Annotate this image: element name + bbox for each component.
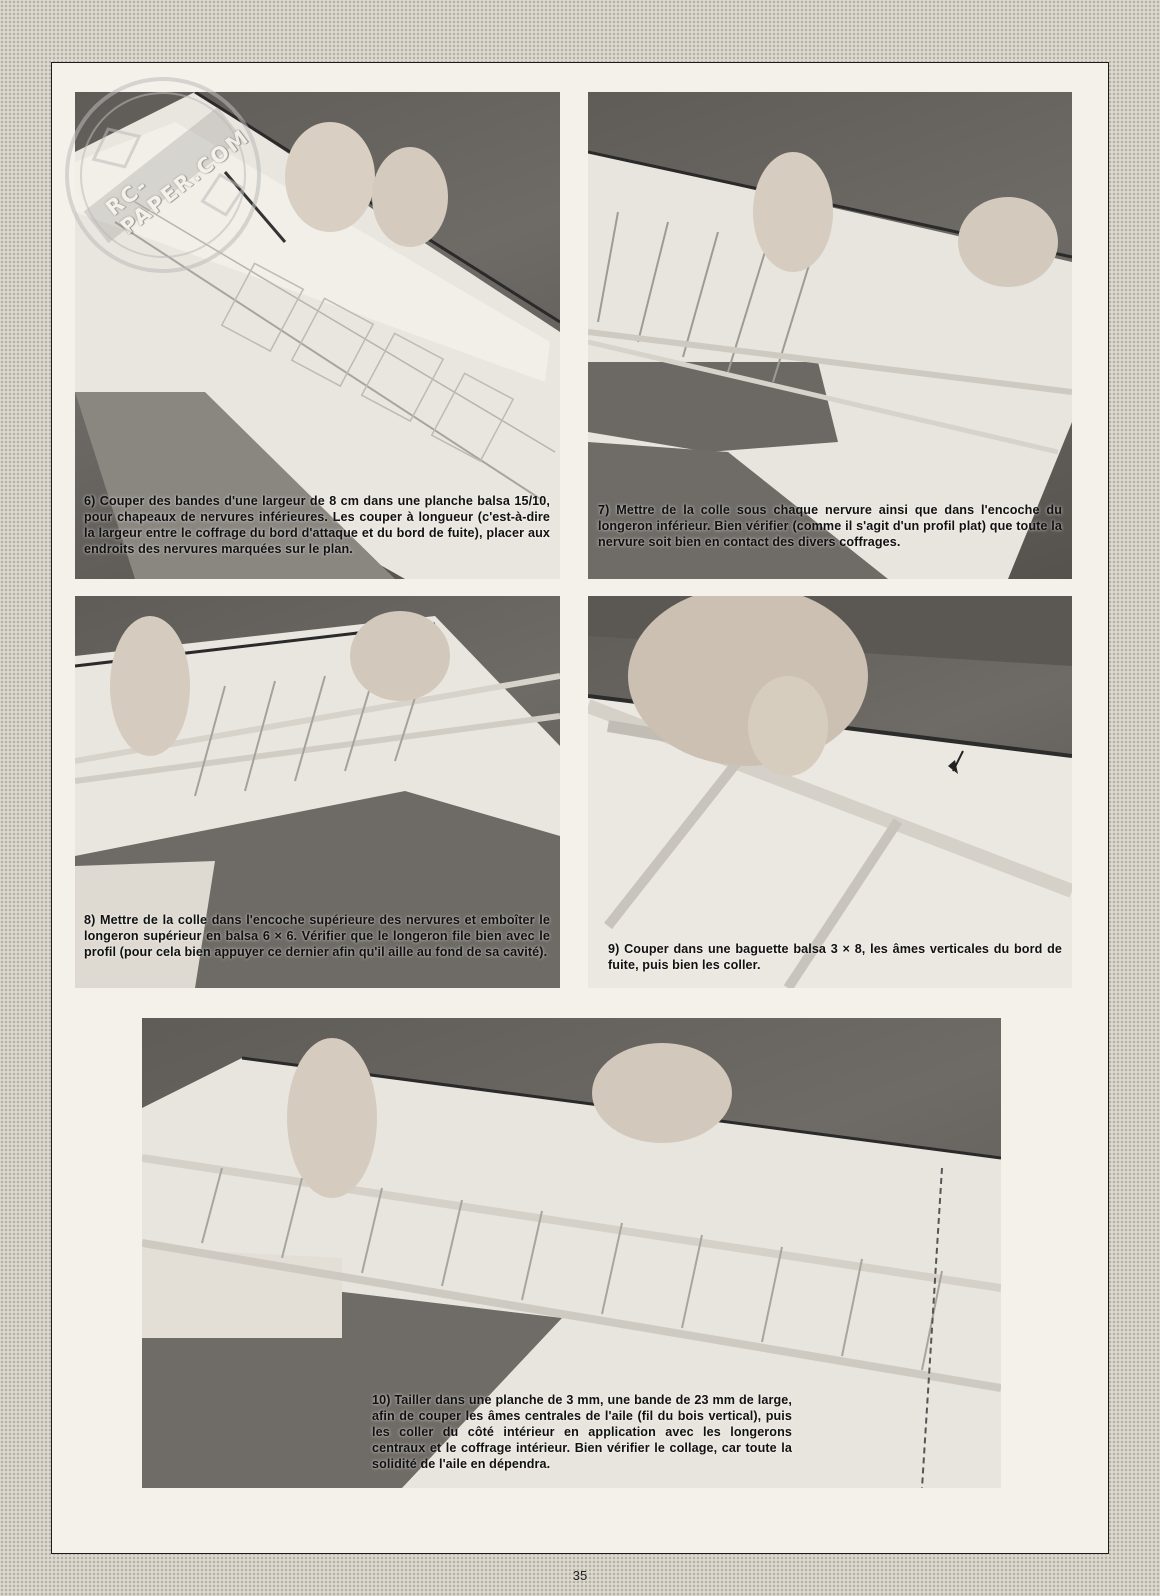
- page-number: 35: [572, 1568, 588, 1583]
- watermark-text: RC-PAPER.COM: [101, 124, 254, 240]
- photo-step-9: [588, 596, 1072, 988]
- caption-step-10: 10) Tailler dans une planche de 3 mm, une bande de 23 mm de large, afin de couper les âmes centrales de l'aile (fil du bois vertical), puis les coller du côté intérieur en application avec les longerons centraux et le coffrage intérieur. Bien vérifier le collage, car toute la solidité de l'aile en dépendra.: [372, 1393, 792, 1472]
- caption-step-7: 7) Mettre de la colle sous chaque nervure ainsi que dans l'encoche du longeron inférieur. Bien vérifier (comme il s'agit d'un profil plat) que toute la nervure soit bien en contact des divers coffrages.: [598, 503, 1062, 550]
- caption-step-6: 6) Couper des bandes d'une largeur de 8 cm dans une planche balsa 15/10, pour chapeaux de nervures inférieures. Les couper à longueur (c'est-à-dire la largeur entre le coffrage du bord d'attaque et du bord de fuite), placer aux endroits des nervures marquées sur le plan.: [84, 494, 550, 557]
- caption-step-9: 9) Couper dans une baguette balsa 3 × 8, les âmes verticales du bord de fuite, puis bien les coller.: [608, 942, 1062, 973]
- caption-step-8: 8) Mettre de la colle dans l'encoche supérieure des nervures et emboîter le longeron supérieur en balsa 6 × 6. Vérifier que le longeron file bien avec le profil (pour cela bien appuyer ce dernier afin qu'il aille au fond de sa cavité).: [84, 913, 550, 960]
